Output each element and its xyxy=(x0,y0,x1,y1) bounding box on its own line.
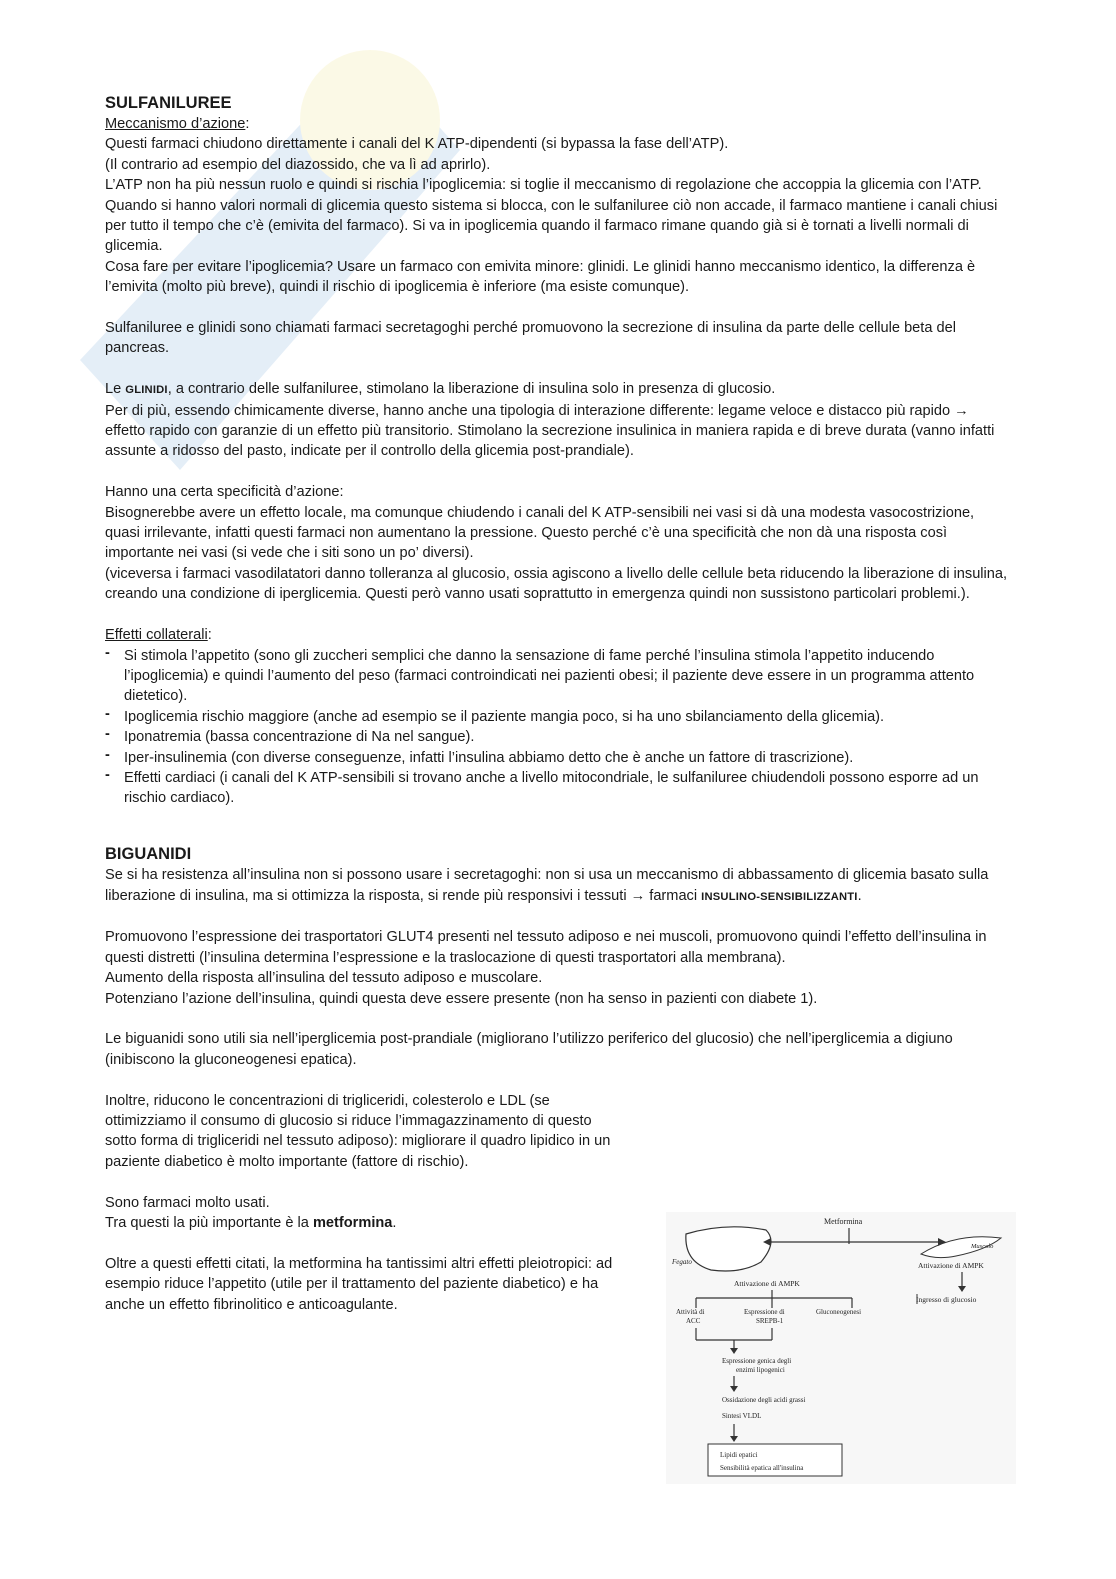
vldl-label: Sintesi VLDL xyxy=(722,1412,762,1420)
paragraph: Per di più, essendo chimicamente diverse, hanno anche una tipologia di interazione differente: legame veloce e distacco più rapido → effetto rapido con garanzie di un effetto più transitorio. Stimolano la secrezione insulinica in maniera rapida e di breve durata (vanno infatti assunte a ridosso del pasto, indicate per il controllo della glicemia post-prandiale). xyxy=(105,402,995,460)
section-title-biguanidi: BIGUANIDI xyxy=(105,845,192,864)
list-item: - Effetti cardiaci (i canali del K ATP-sensibili si trovano anche a livello mitocondriale, le sulfaniluree chiudendoli possono esporre ad un rischio cardiaco). xyxy=(105,768,1010,809)
acc-label-line1: Attività di xyxy=(676,1308,705,1316)
paragraph: Hanno una certa specificità d’azione: xyxy=(105,484,344,501)
paragraph: Bisognerebbe avere un effetto locale, ma comunque chiudendo i canali del K ATP-sensibili nei vasi si dà una modesta vasocostrizione, quasi irrilevante, infatti questi farmaci non aumentano la pressione. Questo perché c’è una specificità che non dà una risposta così importante nei vasi (si vede che i siti sono un po’ diversi). xyxy=(105,504,975,562)
list-item: - Iper-insulinemia (con diverse conseguenze, infatti l’insulina abbiamo detto che è anche un fattore di trascrizione). xyxy=(105,748,1010,768)
metformin-diagram xyxy=(666,1212,1016,1484)
list-item: - Ipoglicemia rischio maggiore (anche ad esempio se il paziente mangia poco, si ha uno sbilanciamento della glicemia). xyxy=(105,707,1010,727)
oxidation-label: Ossidazione degli acidi grassi xyxy=(722,1396,806,1404)
paragraph: (Il contrario ad esempio del diazossido, che va lì ad aprirlo). xyxy=(105,156,491,173)
document-page xyxy=(105,92,1010,1315)
paragraph: Cosa fare per evitare l’ipoglicemia? Usare un farmaco con emivita minore: glinidi. Le glinidi hanno meccanismo identico, la differenza è l’emivita (molto più breve), quindi il rischio di ipoglicemia è inferiore (ma esiste comunque). xyxy=(105,258,976,296)
paragraph: (viceversa i farmaci vasodilatatori danno tolleranza al glucosio, ossia agiscono a livello delle cellule beta riducendo la liberazione di insulina, creando una condizione di iperglicemia. Questi però vanno usati soprattutto in emergenza quindi non sussistono particolari problemi.). xyxy=(105,565,1008,603)
term-metformina: metformina xyxy=(312,1214,393,1231)
fegato-label: Fegato xyxy=(672,1258,692,1266)
paragraph: Potenziano l’azione dell’insulina, quindi questa deve essere presente (non ha senso in pazienti con diabete 1). xyxy=(105,990,818,1007)
section-title-sulfaniluree: SULFANILUREE xyxy=(105,94,232,112)
paragraph: Le biguanidi sono utili sia nell’iperglicemia post-prandiale (migliorano l’utilizzo periferico del glucosio) che nell’iperglicemia a digiuno (inibiscono la gluconeogenesi epatica). xyxy=(105,1031,953,1068)
paragraph: Sulfaniluree e glinidi sono chiamati farmaci secretagoghi perché promuovono la secrezione di insulina da parte delle cellule beta del pancreas. xyxy=(105,320,956,357)
sensibilita-label: Sensibilità epatica all'insulina xyxy=(720,1464,804,1472)
mechanism-heading: Meccanismo d’azione: xyxy=(105,116,250,132)
metformina-label: Metformina xyxy=(824,1217,863,1226)
paragraph: Le GLINIDI, a contrario delle sulfaniluree, stimolano la liberazione di insulina solo in presenza di glucosio. xyxy=(105,381,776,398)
glucose-uptake-label: Ingresso di glucosio xyxy=(916,1295,977,1304)
effects-list xyxy=(105,646,1010,809)
term-glinidi: GLINIDI xyxy=(125,384,168,397)
paragraph: Questi farmaci chiudono direttamente i canali del K ATP-dipendenti (si bypassa la fase dell’ATP). xyxy=(105,136,729,153)
paragraph: Sono farmaci molto usati. xyxy=(105,1194,270,1211)
list-item: - Iponatremia (bassa concentrazione di Na nel sangue). xyxy=(105,727,1010,747)
left-column xyxy=(105,1091,625,1315)
srebp-label-line1: Espressione di xyxy=(744,1308,785,1316)
paragraph: Promuovono l’espressione dei trasportatori GLUT4 presenti nel tessuto adiposo e nei muscoli, promuovono quindi l’effetto dell’insulina in questi distretti (l’insulina determina l’espressione e la traslocazione di questi trasportatori alla membrana). xyxy=(105,929,987,966)
lipidi-label: Lipidi epatici xyxy=(720,1451,758,1459)
term-insulino-sensibilizzanti: INSULINO-SENSIBILIZZANTI xyxy=(701,890,858,903)
ampk-muscle-label: Attivazione di AMPK xyxy=(918,1261,984,1270)
muscolo-label: Muscolo xyxy=(971,1243,994,1250)
lipogenic-label-line1: Espressione genica degli xyxy=(722,1357,792,1365)
paragraph: Inoltre, riducono le concentrazioni di trigliceridi, colesterolo e LDL (se ottimizziamo il consumo di glucosio si riduce l’immagazzinamento di questo sotto forma di trigliceridi nel tessuto adiposo): migliorare il quadro lipidico in un paziente diabetico è molto importante (fattore di rischio). xyxy=(105,1092,611,1170)
acc-label-line2: ACC xyxy=(686,1317,701,1325)
ampk-liver-label: Attivazione di AMPK xyxy=(734,1279,800,1288)
paragraph: Aumento della risposta all’insulina del tessuto adiposo e muscolare. xyxy=(105,970,543,987)
paragraph: L’ATP non ha più nessun ruolo e quindi si rischia l’ipoglicemia: si toglie il meccanismo di regolazione che accoppia la glicemia con l’ATP. Quando si hanno valori normali di glicemia questo sistema si blocca, con le sulfaniluree ciò non accade, il farmaco mantiene i canali chiusi per tutto il tempo che c’è (emivita del farmaco). Si va in ipoglicemia quando il farmaco rimane quando già si è tornati a livelli normali di glicemia. xyxy=(105,177,998,255)
paragraph: Se si ha resistenza all’insulina non si possono usare i secretagoghi: non si usa un meccanismo di abbassamento di glicemia basato sulla liberazione di insulina, ma si ottimizza la risposta, si rende più responsivi i tessuti → farmaci INSULINO-SENSIBILIZZANTI. xyxy=(105,867,989,904)
gluconeo-label: Gluconeogenesi xyxy=(816,1308,862,1316)
effects-heading: Effetti collaterali: xyxy=(105,627,212,644)
list-item: - Si stimola l’appetito (sono gli zuccheri semplici che danno la sensazione di fame perché l’insulina stimola l’appetito inducendo l’ipoglicemia) e quindi l’aumento del peso (farmaci controindicati nei pazienti obesi; il paziente deve essere in un programma attento dietetico). xyxy=(105,646,1010,707)
lipogenic-label-line2: enzimi lipogenici xyxy=(736,1366,785,1374)
paragraph: Oltre a questi effetti citati, la metformina ha tantissimi altri effetti pleiotropici: ad esempio riduce l’appetito (utile per il trattamento del paziente diabetico) e ha anche un effetto fibrinolitico e anticoagulante. xyxy=(105,1255,613,1313)
paragraph: Tra questi la più importante è la metformina. xyxy=(105,1214,397,1231)
srebp-label-line2: SREPB-1 xyxy=(756,1317,784,1325)
